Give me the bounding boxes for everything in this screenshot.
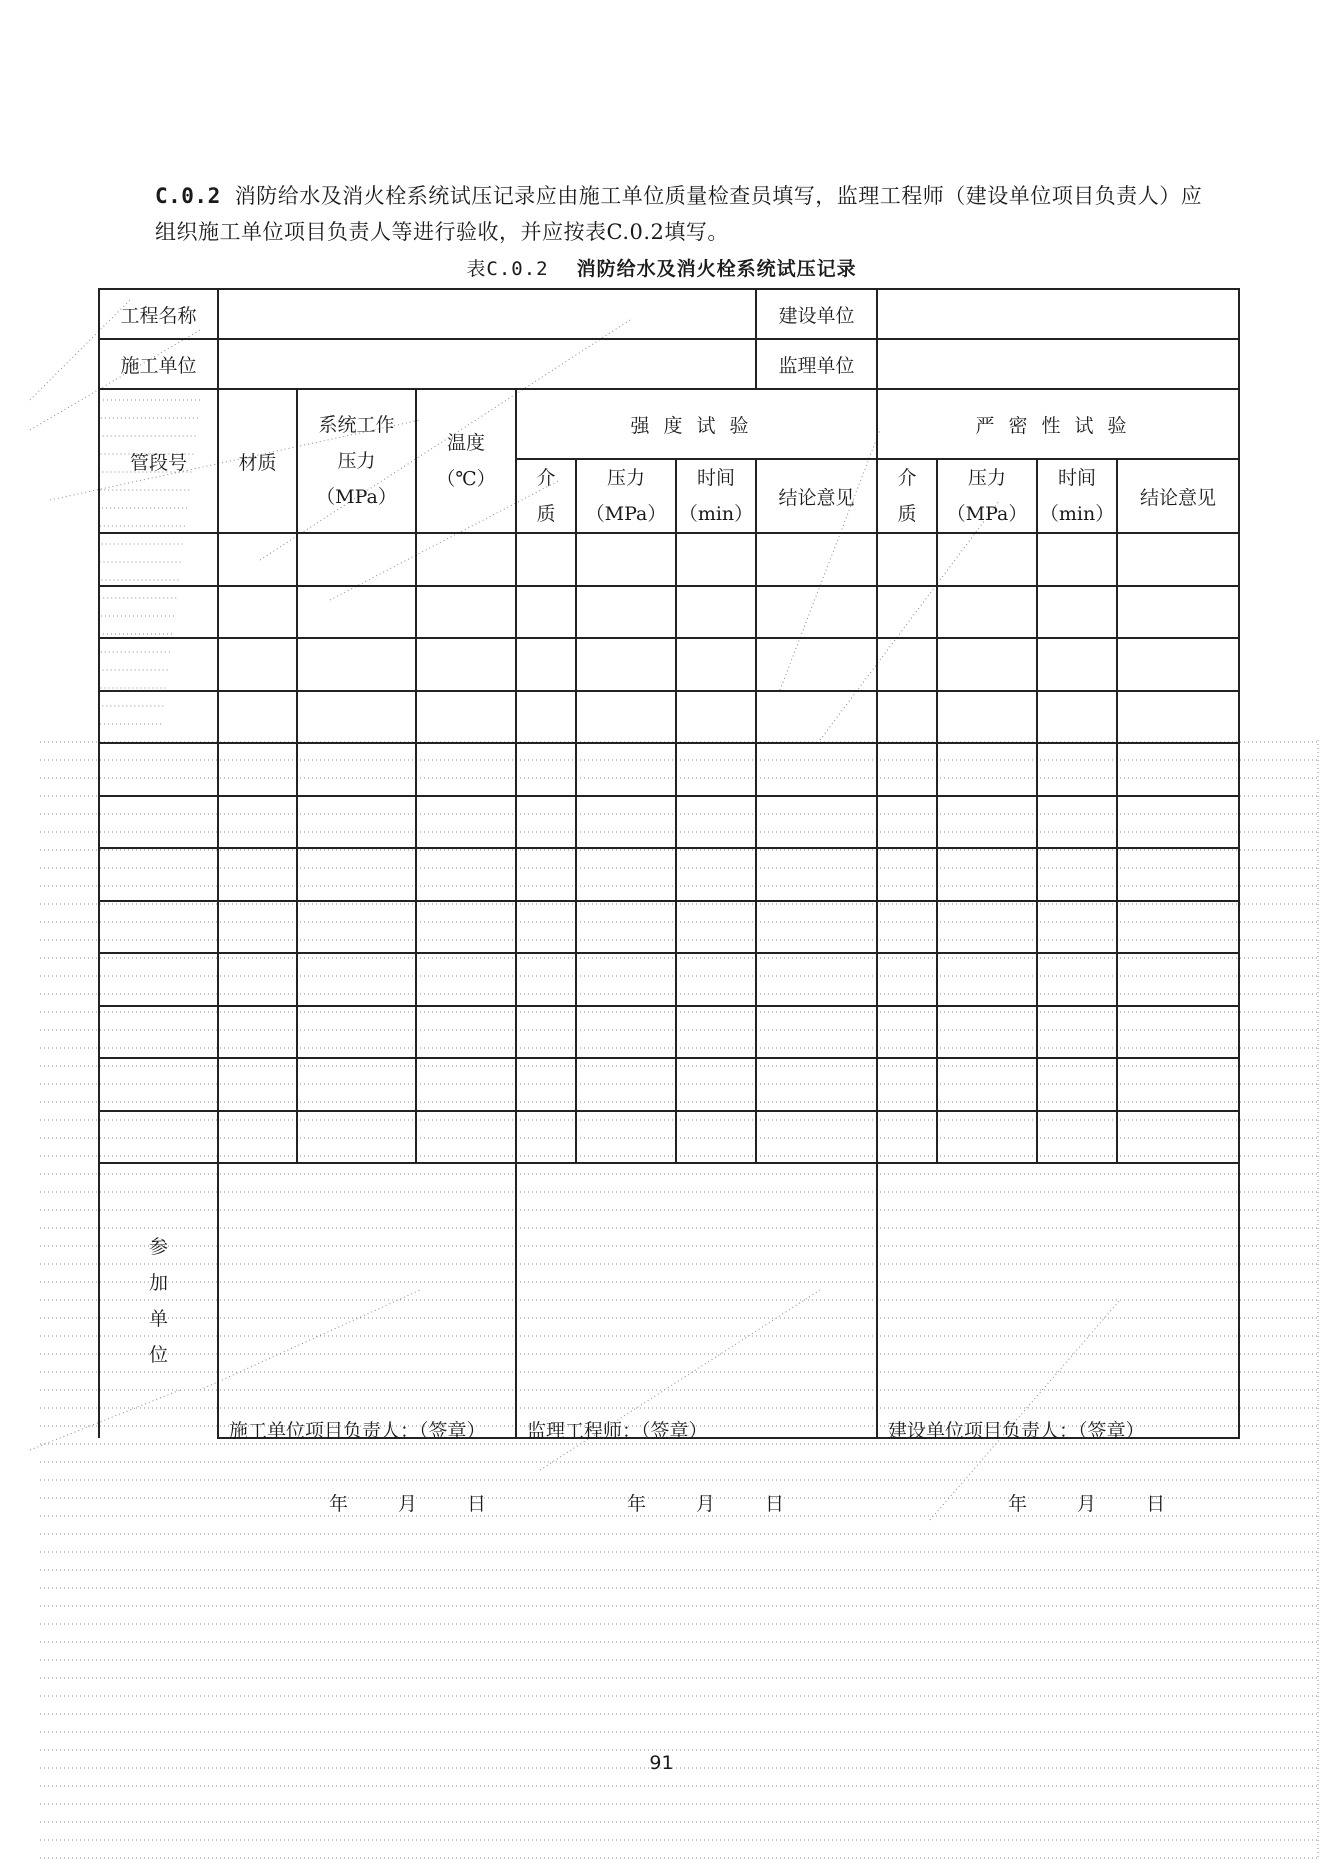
date-year: 年 xyxy=(1008,1492,1028,1515)
table-cell[interactable] xyxy=(99,691,218,744)
table-cell[interactable] xyxy=(1037,848,1117,901)
table-row xyxy=(99,1058,1239,1111)
strength-time-line1: 时间 xyxy=(697,467,736,489)
strength-medium xyxy=(516,459,576,533)
table-cell[interactable] xyxy=(297,1058,416,1111)
strength-time xyxy=(676,459,756,533)
table-cell[interactable] xyxy=(576,1058,676,1111)
table-cell[interactable] xyxy=(937,743,1037,796)
table-row xyxy=(99,1006,1239,1059)
table-row xyxy=(99,586,1239,639)
pressure-test-record-table xyxy=(98,288,1240,1515)
tightness-time-line2: （min） xyxy=(1039,503,1115,525)
table-title: 消防给水及消火栓系统试压记录 xyxy=(576,258,857,280)
tightness-test-header: 严密性试验 xyxy=(877,389,1239,459)
project-name-label: 工程名称 xyxy=(99,289,218,339)
table-cell[interactable] xyxy=(1117,533,1239,586)
table-cell[interactable] xyxy=(937,638,1037,691)
table-cell[interactable] xyxy=(218,1111,297,1164)
table-cell[interactable] xyxy=(99,1058,218,1111)
table-cell[interactable] xyxy=(516,743,576,796)
table-cell[interactable] xyxy=(576,1111,676,1164)
table-cell[interactable] xyxy=(416,1006,516,1059)
construction-unit-row xyxy=(99,339,1239,389)
owner-lead-label: 建设单位项目负责人：（签章） xyxy=(888,1419,1145,1442)
table-cell[interactable] xyxy=(756,848,877,901)
table-cell[interactable] xyxy=(516,691,576,744)
table-cell[interactable] xyxy=(877,638,937,691)
table-cell[interactable] xyxy=(877,796,937,849)
table-cell[interactable] xyxy=(676,848,756,901)
table-cell[interactable] xyxy=(1117,1006,1239,1059)
table-cell[interactable] xyxy=(937,848,1037,901)
tightness-time xyxy=(1037,459,1117,533)
table-cell[interactable] xyxy=(576,586,676,639)
table-cell[interactable] xyxy=(937,1111,1037,1164)
table-cell[interactable] xyxy=(576,533,676,586)
table-row xyxy=(99,796,1239,849)
table-cell[interactable] xyxy=(576,848,676,901)
table-cell[interactable] xyxy=(676,533,756,586)
table-row xyxy=(99,533,1239,586)
table-cell[interactable] xyxy=(99,901,218,954)
construction-unit-field[interactable] xyxy=(218,339,756,389)
table-cell[interactable] xyxy=(877,953,937,1006)
table-cell[interactable] xyxy=(1037,1058,1117,1111)
supervising-engineer-label: 监理工程师：（签章） xyxy=(527,1419,708,1442)
table-cell[interactable] xyxy=(99,1111,218,1164)
table-cell[interactable] xyxy=(877,901,937,954)
supervision-unit-label: 监理单位 xyxy=(756,339,877,389)
table-cell[interactable] xyxy=(756,1111,877,1164)
table-cell[interactable] xyxy=(1117,1111,1239,1164)
table-cell[interactable] xyxy=(937,586,1037,639)
tightness-medium-line2: 质 xyxy=(897,503,917,525)
table-cell[interactable] xyxy=(297,638,416,691)
table-cell[interactable] xyxy=(218,638,297,691)
table-caption xyxy=(0,254,1323,281)
table-cell[interactable] xyxy=(297,586,416,639)
supervision-unit-field[interactable] xyxy=(877,339,1239,389)
table-cell[interactable] xyxy=(877,1006,937,1059)
table-cell[interactable] xyxy=(756,586,877,639)
table-cell[interactable] xyxy=(297,1006,416,1059)
table-cell[interactable] xyxy=(676,1058,756,1111)
table-cell[interactable] xyxy=(1037,586,1117,639)
intro-paragraph xyxy=(155,178,1215,250)
table-cell[interactable] xyxy=(937,796,1037,849)
table-cell[interactable] xyxy=(416,901,516,954)
table-cell[interactable] xyxy=(1037,638,1117,691)
strength-pressure-line1: 压力 xyxy=(606,467,645,489)
strength-pressure-line2: （MPa） xyxy=(585,503,667,525)
table-cell[interactable] xyxy=(676,796,756,849)
construction-lead-label: 施工单位项目负责人：（签章） xyxy=(229,1419,486,1442)
table-cell[interactable] xyxy=(416,743,516,796)
table-cell[interactable] xyxy=(756,796,877,849)
strength-conclusion: 结论意见 xyxy=(756,459,877,533)
strength-test-header: 强度试验 xyxy=(516,389,877,459)
strength-medium-line1: 介 xyxy=(536,467,556,489)
table-cell[interactable] xyxy=(1037,1111,1117,1164)
tightness-medium-line1: 介 xyxy=(897,467,917,489)
table-cell[interactable] xyxy=(99,796,218,849)
table-cell[interactable] xyxy=(416,796,516,849)
tightness-conclusion: 结论意见 xyxy=(1117,459,1239,533)
project-name-row xyxy=(99,289,1239,339)
owner-lead-signature-cell[interactable] xyxy=(877,1163,1239,1515)
table-row xyxy=(99,848,1239,901)
table-cell[interactable] xyxy=(516,638,576,691)
tightness-pressure-line2: （MPa） xyxy=(946,503,1028,525)
table-row xyxy=(99,901,1239,954)
table-cell[interactable] xyxy=(1117,586,1239,639)
participants-char-4: 位 xyxy=(148,1344,168,1366)
table-cell[interactable] xyxy=(877,586,937,639)
table-cell[interactable] xyxy=(297,533,416,586)
table-cell[interactable] xyxy=(756,1058,877,1111)
table-cell[interactable] xyxy=(756,1006,877,1059)
table-cell[interactable] xyxy=(877,848,937,901)
table-cell[interactable] xyxy=(676,691,756,744)
date-month: 月 xyxy=(398,1492,418,1515)
date-month: 月 xyxy=(1077,1492,1097,1515)
table-cell[interactable] xyxy=(516,533,576,586)
table-cell[interactable] xyxy=(416,691,516,744)
table-cell[interactable] xyxy=(937,953,1037,1006)
table-cell[interactable] xyxy=(877,1111,937,1164)
strength-medium-line2: 质 xyxy=(536,503,556,525)
table-cell[interactable] xyxy=(937,533,1037,586)
table-cell[interactable] xyxy=(416,1058,516,1111)
table-cell[interactable] xyxy=(676,743,756,796)
table-cell[interactable] xyxy=(218,691,297,744)
table-row xyxy=(99,638,1239,691)
table-cell[interactable] xyxy=(297,691,416,744)
participants-char-1: 参 xyxy=(148,1236,168,1258)
table-cell[interactable] xyxy=(1037,743,1117,796)
table-cell[interactable] xyxy=(218,1006,297,1059)
clause-number: C.0.2 xyxy=(155,184,221,208)
table-cell[interactable] xyxy=(676,901,756,954)
table-cell[interactable] xyxy=(676,953,756,1006)
table-cell[interactable] xyxy=(416,638,516,691)
strength-time-line2: （min） xyxy=(678,503,754,525)
clause-text: 消防给水及消火栓系统试压记录应由施工单位质量检查员填写，监理工程师（建设单位项目负责人）应组织施工单位项目负责人等进行验收，并应按表C.0.2填写。 xyxy=(155,184,1203,244)
table-row xyxy=(99,953,1239,1006)
tightness-pressure xyxy=(937,459,1037,533)
date-day: 日 xyxy=(467,1492,487,1515)
table-cell[interactable] xyxy=(416,533,516,586)
table-cell[interactable] xyxy=(576,743,676,796)
table-cell[interactable] xyxy=(297,848,416,901)
col-working-pressure-line3: （MPa） xyxy=(316,486,397,508)
table-cell[interactable] xyxy=(576,901,676,954)
table-cell[interactable] xyxy=(937,1006,1037,1059)
table-cell[interactable] xyxy=(416,586,516,639)
table-cell[interactable] xyxy=(99,848,218,901)
participants-char-3: 单 xyxy=(148,1308,168,1330)
table-cell[interactable] xyxy=(1037,1006,1117,1059)
table-cell[interactable] xyxy=(218,796,297,849)
table-cell[interactable] xyxy=(218,533,297,586)
date-year: 年 xyxy=(329,1492,349,1515)
table-cell[interactable] xyxy=(937,691,1037,744)
table-cell[interactable] xyxy=(1117,901,1239,954)
table-number: 表C.0.2 xyxy=(466,258,549,280)
table-cell[interactable] xyxy=(218,901,297,954)
table-cell[interactable] xyxy=(1117,638,1239,691)
table-cell[interactable] xyxy=(877,533,937,586)
tightness-pressure-line1: 压力 xyxy=(968,467,1007,489)
owner-lead-date xyxy=(1008,1489,1215,1516)
table-cell[interactable] xyxy=(1117,848,1239,901)
table-cell[interactable] xyxy=(516,1058,576,1111)
table-row xyxy=(99,1111,1239,1164)
table-row xyxy=(99,691,1239,744)
table-cell[interactable] xyxy=(576,638,676,691)
date-day: 日 xyxy=(1146,1492,1166,1515)
table-cell[interactable] xyxy=(297,796,416,849)
signature-row xyxy=(99,1163,1239,1438)
table-cell[interactable] xyxy=(576,796,676,849)
table-cell[interactable] xyxy=(576,1006,676,1059)
table-cell[interactable] xyxy=(416,848,516,901)
tightness-time-line1: 时间 xyxy=(1058,467,1097,489)
col-temperature-line1: 温度 xyxy=(446,432,485,454)
table-cell[interactable] xyxy=(576,691,676,744)
table-cell[interactable] xyxy=(99,1006,218,1059)
table-cell[interactable] xyxy=(297,953,416,1006)
date-month: 月 xyxy=(696,1492,716,1515)
table-cell[interactable] xyxy=(676,586,756,639)
participants-label xyxy=(99,1163,218,1438)
table-cell[interactable] xyxy=(676,638,756,691)
table-cell[interactable] xyxy=(218,848,297,901)
table-row xyxy=(99,743,1239,796)
table-cell[interactable] xyxy=(576,953,676,1006)
table-cell[interactable] xyxy=(676,1006,756,1059)
table-cell[interactable] xyxy=(1037,796,1117,849)
construction-lead-date xyxy=(329,1489,536,1516)
table-cell[interactable] xyxy=(516,1111,576,1164)
strength-pressure xyxy=(576,459,676,533)
table-cell[interactable] xyxy=(516,586,576,639)
col-working-pressure xyxy=(297,389,416,533)
col-working-pressure-line2: 压力 xyxy=(337,450,376,472)
table-cell[interactable] xyxy=(416,1111,516,1164)
owner-unit-field[interactable] xyxy=(877,289,1239,339)
table-cell[interactable] xyxy=(1117,691,1239,744)
table-cell[interactable] xyxy=(99,533,218,586)
date-year: 年 xyxy=(627,1492,647,1515)
table-cell[interactable] xyxy=(756,743,877,796)
table-cell[interactable] xyxy=(1117,796,1239,849)
table-cell[interactable] xyxy=(877,743,937,796)
supervising-engineer-date xyxy=(627,1489,834,1516)
page-number: 91 xyxy=(649,1752,674,1774)
table-cell[interactable] xyxy=(937,901,1037,954)
table-cell[interactable] xyxy=(516,953,576,1006)
table-cell[interactable] xyxy=(877,1058,937,1111)
table-cell[interactable] xyxy=(218,953,297,1006)
table-cell[interactable] xyxy=(99,953,218,1006)
table-cell[interactable] xyxy=(756,691,877,744)
column-header-row-1 xyxy=(99,389,1239,459)
table-cell[interactable] xyxy=(1117,1058,1239,1111)
col-temperature xyxy=(416,389,516,533)
table-cell[interactable] xyxy=(756,533,877,586)
table-cell[interactable] xyxy=(1037,533,1117,586)
table-cell[interactable] xyxy=(1037,901,1117,954)
table-cell[interactable] xyxy=(218,743,297,796)
table-cell[interactable] xyxy=(756,901,877,954)
table-cell[interactable] xyxy=(218,1058,297,1111)
owner-unit-label: 建设单位 xyxy=(756,289,877,339)
participants-char-2: 加 xyxy=(148,1272,168,1294)
table-cell[interactable] xyxy=(1037,691,1117,744)
table-cell[interactable] xyxy=(99,586,218,639)
col-working-pressure-line1: 系统工作 xyxy=(318,414,395,436)
table-cell[interactable] xyxy=(756,953,877,1006)
table-cell[interactable] xyxy=(1037,953,1117,1006)
table-cell[interactable] xyxy=(99,743,218,796)
supervising-engineer-signature-cell[interactable] xyxy=(516,1163,877,1515)
table-cell[interactable] xyxy=(99,638,218,691)
table-cell[interactable] xyxy=(1117,953,1239,1006)
tightness-medium xyxy=(877,459,937,533)
table-cell[interactable] xyxy=(676,1111,756,1164)
table-cell[interactable] xyxy=(516,1006,576,1059)
table-cell[interactable] xyxy=(297,743,416,796)
date-day: 日 xyxy=(765,1492,785,1515)
table-cell[interactable] xyxy=(416,953,516,1006)
table-cell[interactable] xyxy=(297,1111,416,1164)
construction-lead-signature-cell[interactable] xyxy=(218,1163,516,1515)
col-pipe-section: 管段号 xyxy=(99,389,218,533)
table-cell[interactable] xyxy=(516,848,576,901)
table-cell[interactable] xyxy=(297,901,416,954)
table-cell[interactable] xyxy=(937,1058,1037,1111)
table-cell[interactable] xyxy=(756,638,877,691)
table-cell[interactable] xyxy=(1117,743,1239,796)
table-cell[interactable] xyxy=(218,586,297,639)
table-cell[interactable] xyxy=(516,901,576,954)
col-material: 材质 xyxy=(218,389,297,533)
table-cell[interactable] xyxy=(516,796,576,849)
construction-unit-label: 施工单位 xyxy=(99,339,218,389)
project-name-field[interactable] xyxy=(218,289,756,339)
data-rows xyxy=(99,533,1239,1163)
col-temperature-line2: （℃） xyxy=(436,468,496,490)
table-cell[interactable] xyxy=(877,691,937,744)
